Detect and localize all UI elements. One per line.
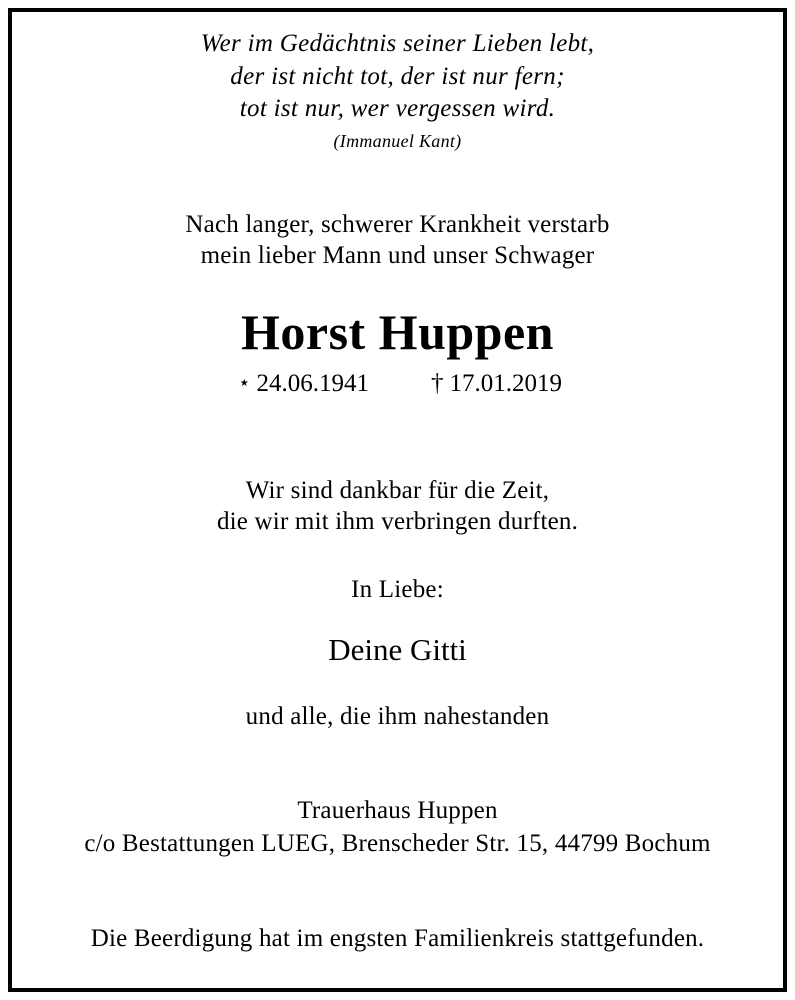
funeral-note: Die Beerdigung hat im engsten Familienkreis stattgefunden. bbox=[90, 925, 705, 952]
quote-attribution: (Immanuel Kant) bbox=[333, 131, 462, 151]
quote-line-2: der ist nicht tot, der ist nur fern; bbox=[230, 63, 565, 90]
birth-star-icon: ⋆ bbox=[238, 372, 251, 394]
gratitude-line-1: Wir sind dankbar für die Zeit, bbox=[245, 477, 550, 504]
death-cross-icon: † bbox=[431, 370, 444, 397]
address-line: c/o Bestattungen LUEG, Brenscheder Str. 15, 44799 Bochum bbox=[84, 830, 711, 857]
birth-date-group bbox=[238, 370, 369, 398]
address-house: Trauerhaus Huppen bbox=[297, 797, 498, 824]
death-date-group bbox=[431, 370, 562, 398]
gratitude-line-2: die wir mit ihm verbringen durften. bbox=[216, 508, 579, 535]
announcement-line-2: mein lieber Mann und unser Schwager bbox=[200, 242, 595, 269]
closing-text: In Liebe: bbox=[351, 576, 444, 603]
birth-date: 24.06.1941 bbox=[256, 370, 370, 397]
deceased-name: Horst Huppen bbox=[240, 304, 554, 360]
signature: Deine Gitti bbox=[328, 632, 467, 667]
death-date: 17.01.2019 bbox=[449, 370, 562, 397]
quote-line-3: tot ist nur, wer vergessen wird. bbox=[239, 95, 556, 122]
quote-line-1: Wer im Gedächtnis seiner Lieben lebt, bbox=[200, 30, 595, 57]
others-text: und alle, die ihm nahestanden bbox=[245, 703, 550, 730]
announcement-line-1: Nach langer, schwerer Krankheit verstarb bbox=[185, 211, 610, 238]
